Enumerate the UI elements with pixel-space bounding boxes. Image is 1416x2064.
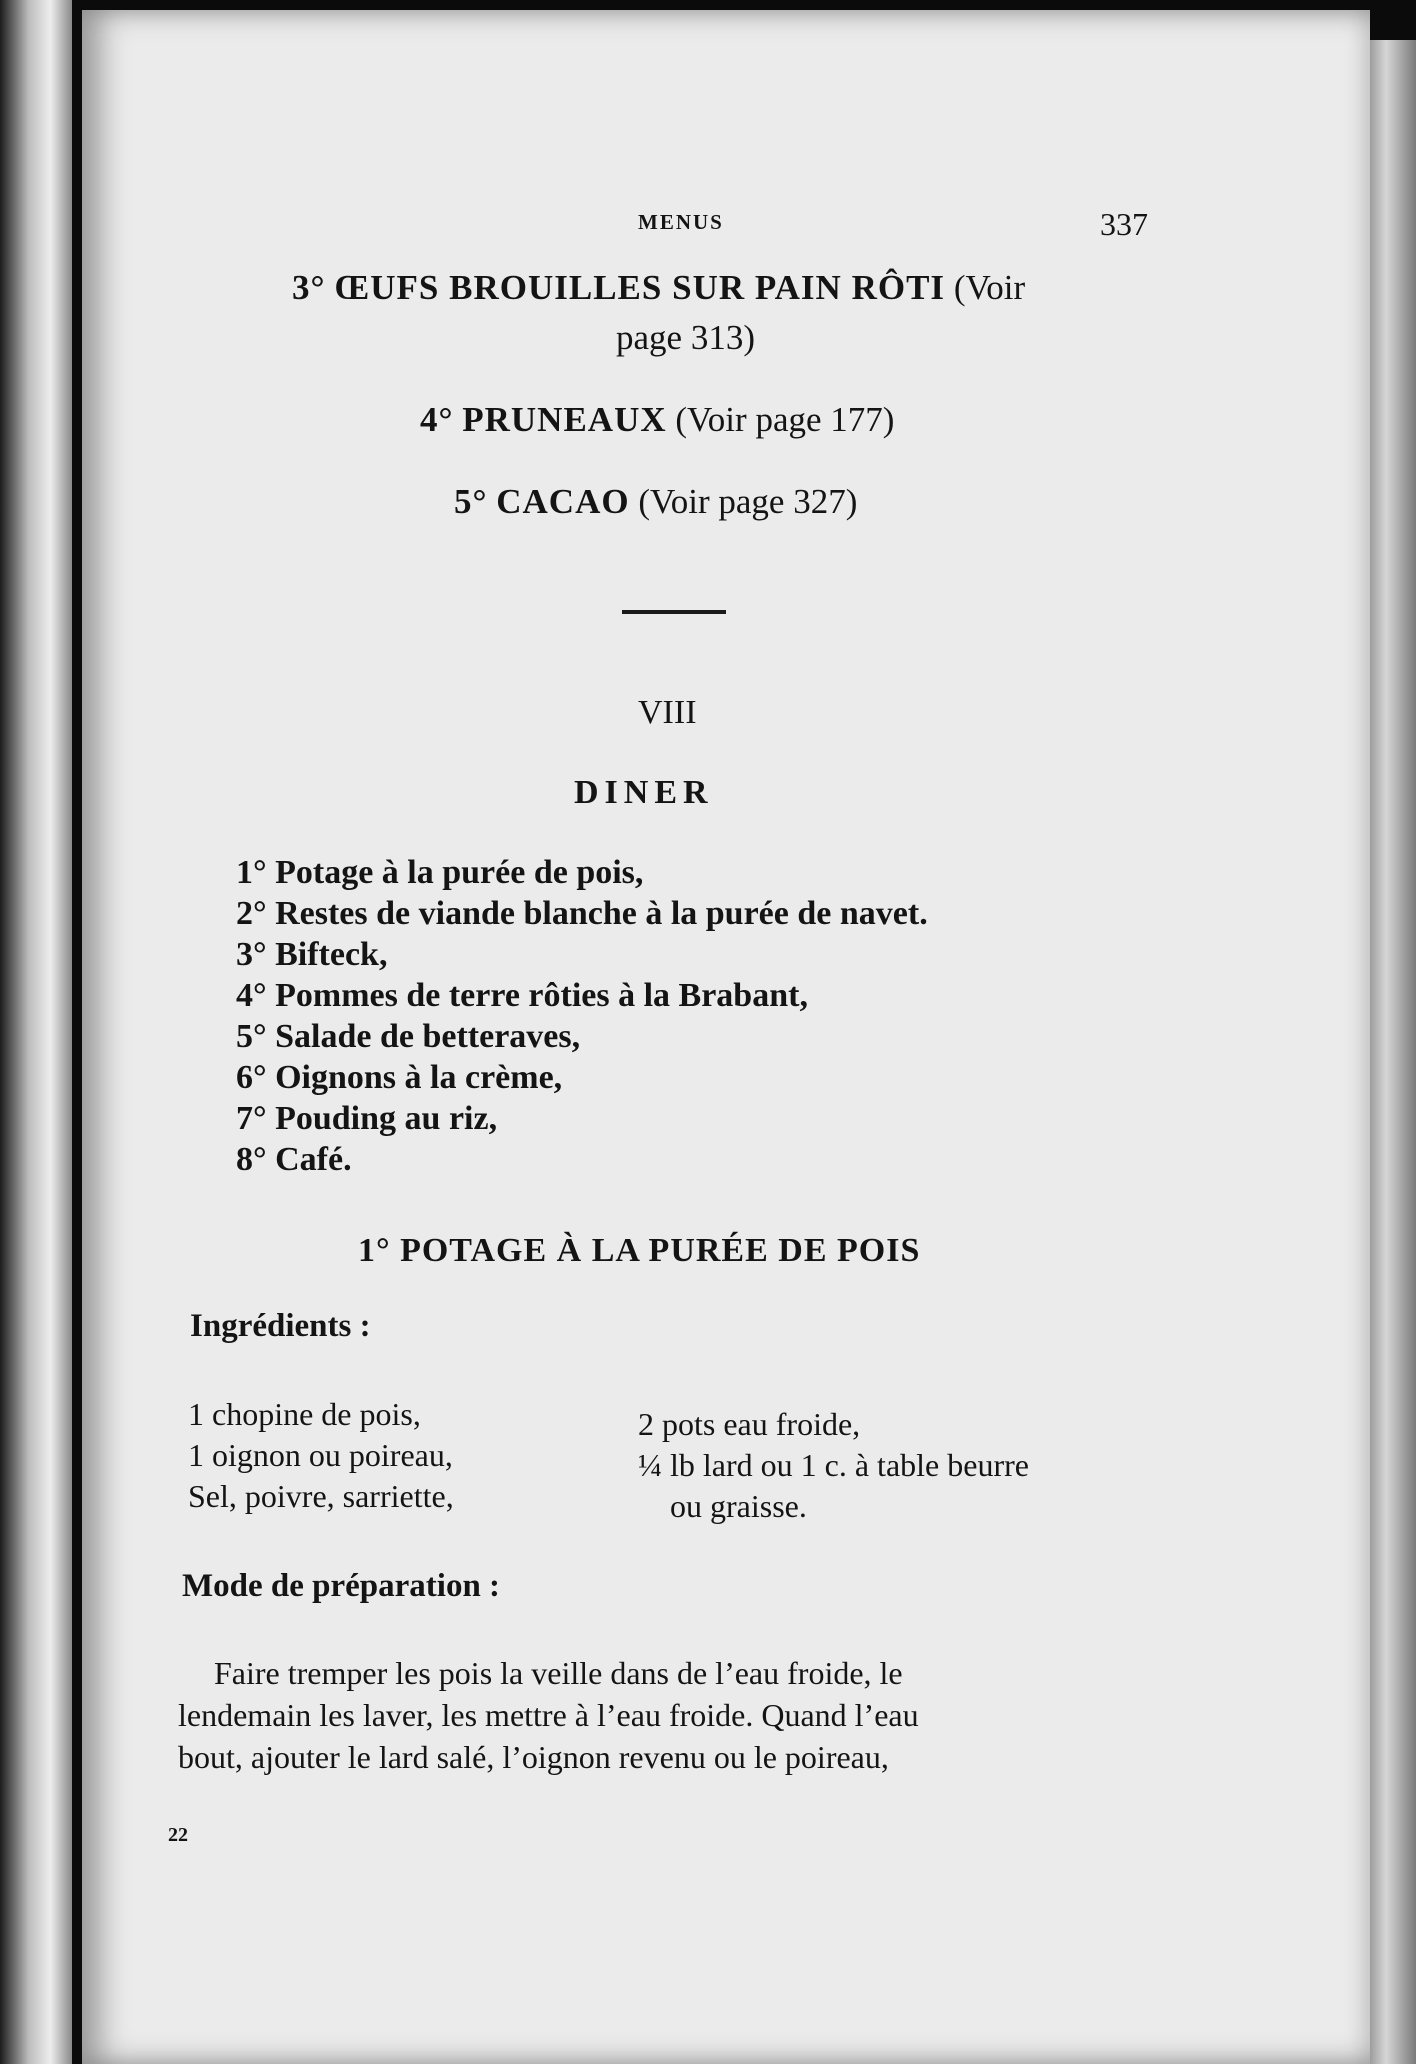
menu-item-5 (454, 482, 857, 522)
signature-mark: 22 (168, 1824, 188, 1846)
menu-item-name: ŒUFS BROUILLES SUR PAIN RÔTI (334, 268, 946, 307)
menu-item-3 (292, 268, 1025, 308)
list-item: 7° Pouding au riz, (236, 1100, 498, 1137)
menu-item-ref: (Voir page 327) (638, 482, 858, 521)
ingredients-column-right (638, 1404, 1029, 1527)
list-item: 4° Pommes de terre rôties à la Brabant, (236, 977, 808, 1014)
menu-item-4 (420, 400, 894, 440)
section-number: VIII (638, 694, 697, 731)
paragraph-line: bout, ajouter le lard salé, l’oignon revenu ou le poireau, (178, 1739, 889, 1775)
menu-item-number: 4° (420, 400, 454, 439)
page-number: 337 (1100, 206, 1148, 242)
ingredients-column-left (188, 1394, 454, 1517)
list-item: 5° Salade de betteraves, (236, 1018, 581, 1055)
menu-item-name: PRUNEAUX (462, 400, 667, 439)
list-item: 8° Café. (236, 1141, 352, 1178)
ingredients-label: Ingrédients : (190, 1308, 371, 1344)
method-paragraph (178, 1652, 1108, 1778)
list-item: 2° Restes de viande blanche à la purée de navet. (236, 895, 928, 932)
facing-page-edge (0, 0, 72, 2064)
list-item: Sel, poivre, sarriette, (188, 1478, 454, 1514)
list-item: 2 pots eau froide, (638, 1406, 861, 1442)
list-item: 1 oignon ou poireau, (188, 1437, 453, 1473)
running-header: MENUS (638, 210, 724, 234)
list-item: ¼ lb lard ou 1 c. à table beurre (638, 1447, 1029, 1483)
menu-item-name: CACAO (496, 482, 630, 521)
menu-item-3-ref-continued: page 313) (616, 318, 755, 357)
list-item: ou graisse. (670, 1488, 807, 1524)
list-item: 1° Potage à la purée de pois, (236, 854, 644, 891)
list-item: 1 chopine de pois, (188, 1396, 421, 1432)
menu-item-number: 3° (292, 268, 326, 307)
menu-item-ref-part1: (Voir (953, 268, 1026, 307)
section-title: DINER (574, 774, 714, 811)
dish-list (236, 852, 928, 1180)
list-item: 3° Bifteck, (236, 936, 388, 973)
section-divider (622, 610, 726, 614)
menu-item-number: 5° (454, 482, 488, 521)
list-item: 6° Oignons à la crème, (236, 1059, 563, 1096)
page-stack-edge (1370, 40, 1416, 2064)
paragraph-line: lendemain les laver, les mettre à l’eau froide. Quand l’eau (178, 1697, 919, 1733)
recipe-title: 1° POTAGE À LA PURÉE DE POIS (358, 1232, 921, 1269)
paragraph-line: Faire tremper les pois la veille dans de l’eau froide, le (214, 1655, 903, 1691)
method-label: Mode de préparation : (182, 1568, 501, 1604)
menu-item-ref: (Voir page 177) (675, 400, 895, 439)
